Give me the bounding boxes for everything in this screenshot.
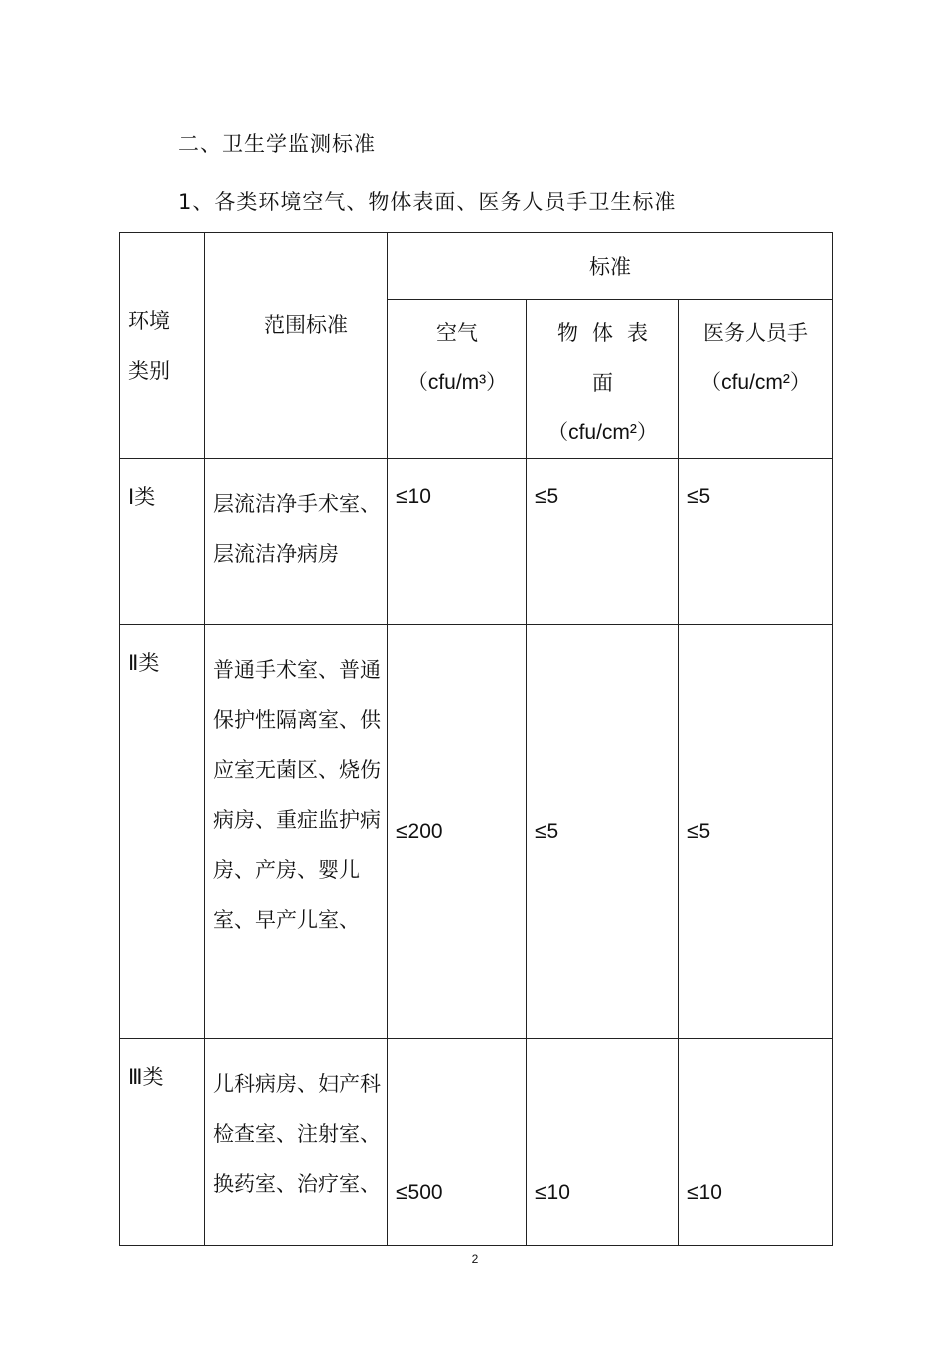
row-air-value: ≤500 (388, 1039, 527, 1246)
header-surface (527, 300, 679, 459)
row-surface-value: ≤10 (527, 1039, 679, 1246)
row-scope: 儿科病房、妇产科检查室、注射室、换药室、治疗室、 (205, 1039, 388, 1246)
hygiene-standards-table (119, 232, 833, 1246)
row-category: Ⅱ类 (120, 625, 205, 1039)
row-hands-value: ≤5 (679, 625, 833, 1039)
row-category: Ⅲ类 (120, 1039, 205, 1246)
table-row (120, 625, 833, 1039)
header-hands-unit: （cfu/cm²） (700, 371, 811, 394)
header-surface-label: 物体表面 (557, 321, 662, 395)
page-number: 2 (471, 1252, 479, 1266)
header-hands-label: 医务人员手 (703, 321, 808, 345)
subsection-title: 1、各类环境空气、物体表面、医务人员手卫生标准 (178, 190, 677, 214)
header-air-unit: （cfu/m³） (406, 371, 508, 394)
row-surface-value: ≤5 (527, 625, 679, 1039)
header-hands (679, 300, 833, 459)
header-env-category: 环境类别 (120, 233, 205, 459)
row-hands-value: ≤5 (679, 459, 833, 625)
row-scope: 层流洁净手术室、层流洁净病房 (205, 459, 388, 625)
header-air (388, 300, 527, 459)
row-air-value: ≤10 (388, 459, 527, 625)
table-header-row (120, 233, 833, 300)
row-surface-value: ≤5 (527, 459, 679, 625)
row-hands-value: ≤10 (679, 1039, 833, 1246)
section-title: 二、卫生学监测标准 (178, 132, 376, 156)
table-row (120, 1039, 833, 1246)
header-surface-unit: （cfu/cm²） (547, 421, 658, 444)
table-row (120, 459, 833, 625)
row-category: Ⅰ类 (120, 459, 205, 625)
row-air-value: ≤200 (388, 625, 527, 1039)
row-scope: 普通手术室、普通保护性隔离室、供应室无菌区、烧伤病房、重症监护病房、产房、婴儿室、早产儿室、 (205, 625, 388, 1039)
header-air-label: 空气 (436, 321, 478, 345)
header-standard: 标准 (388, 233, 833, 300)
header-scope: 范围标准 (205, 233, 388, 459)
